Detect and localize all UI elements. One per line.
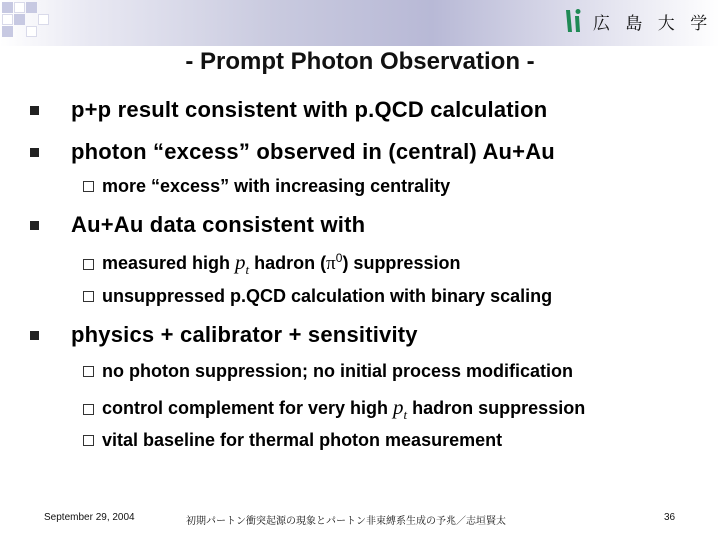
university-name: 広 島 大 学 xyxy=(593,13,713,34)
hollow-square-bullet-icon xyxy=(83,259,94,270)
bullet-text: physics + calibrator + sensitivity xyxy=(71,322,418,347)
decor-square xyxy=(2,2,13,13)
sub-bullet-text: no photon suppression; no initial process modification xyxy=(102,361,574,381)
university-logo xyxy=(563,6,712,36)
sub-bullet-text: measured high $p_t$ hadron $(\pi^0)$ suppression xyxy=(102,250,461,278)
decor-square xyxy=(14,2,25,13)
decor-square xyxy=(26,26,37,37)
sub-bullet-item xyxy=(83,430,502,451)
bullet-text: p+p result consistent with p.QCD calculation xyxy=(71,97,548,122)
slide-title: - Prompt Photon Observation - xyxy=(185,48,535,75)
square-bullet-icon xyxy=(30,148,39,157)
sub-bullet-item xyxy=(83,395,585,423)
decor-square xyxy=(2,14,13,25)
page-number: 36 xyxy=(664,512,676,523)
math-pt: $p_t$ xyxy=(235,250,250,278)
bullet-text: Au+Au data consistent with xyxy=(71,212,366,237)
hollow-square-bullet-icon xyxy=(83,366,94,377)
bullet-item xyxy=(30,212,365,238)
decor-square xyxy=(26,2,37,13)
square-bullet-icon xyxy=(30,221,39,230)
hollow-square-bullet-icon xyxy=(83,291,94,302)
university-emblem-icon xyxy=(563,7,585,35)
sub-bullet-item xyxy=(83,176,450,197)
square-bullet-icon xyxy=(30,106,39,115)
footer-date: September 29, 2004 xyxy=(44,512,135,523)
sub-bullet-text: unsuppressed p.QCD calculation with binary scaling xyxy=(102,286,553,306)
footer-title: 初期パートン衝突起源の現象とパートン非束縛系生成の予兆／志垣賢太 xyxy=(186,516,506,527)
sub-bullet-text: vital baseline for thermal photon measurement xyxy=(102,430,503,450)
corner-squares-decoration xyxy=(0,0,64,46)
math-pi: π xyxy=(326,253,336,274)
hollow-square-bullet-icon xyxy=(83,404,94,415)
bullet-item xyxy=(30,139,555,165)
decor-square xyxy=(38,14,49,25)
decor-square xyxy=(2,26,13,37)
decor-square xyxy=(14,14,25,25)
hollow-square-bullet-icon xyxy=(83,181,94,192)
sub-bullet-item xyxy=(83,286,552,307)
math-pt: $p_t$ xyxy=(393,395,408,423)
sub-bullet-item xyxy=(83,250,460,278)
square-bullet-icon xyxy=(30,331,39,340)
bullet-item xyxy=(30,97,547,123)
bullet-text: photon “excess” observed in (central) Au+Au xyxy=(71,139,555,164)
bullet-item xyxy=(30,322,418,348)
hollow-square-bullet-icon xyxy=(83,435,94,446)
sub-bullet-text: more “excess” with increasing centrality xyxy=(102,176,451,196)
sub-bullet-text: control complement for very high $p_t$ hadron suppression xyxy=(102,395,586,423)
sub-bullet-item xyxy=(83,361,573,382)
